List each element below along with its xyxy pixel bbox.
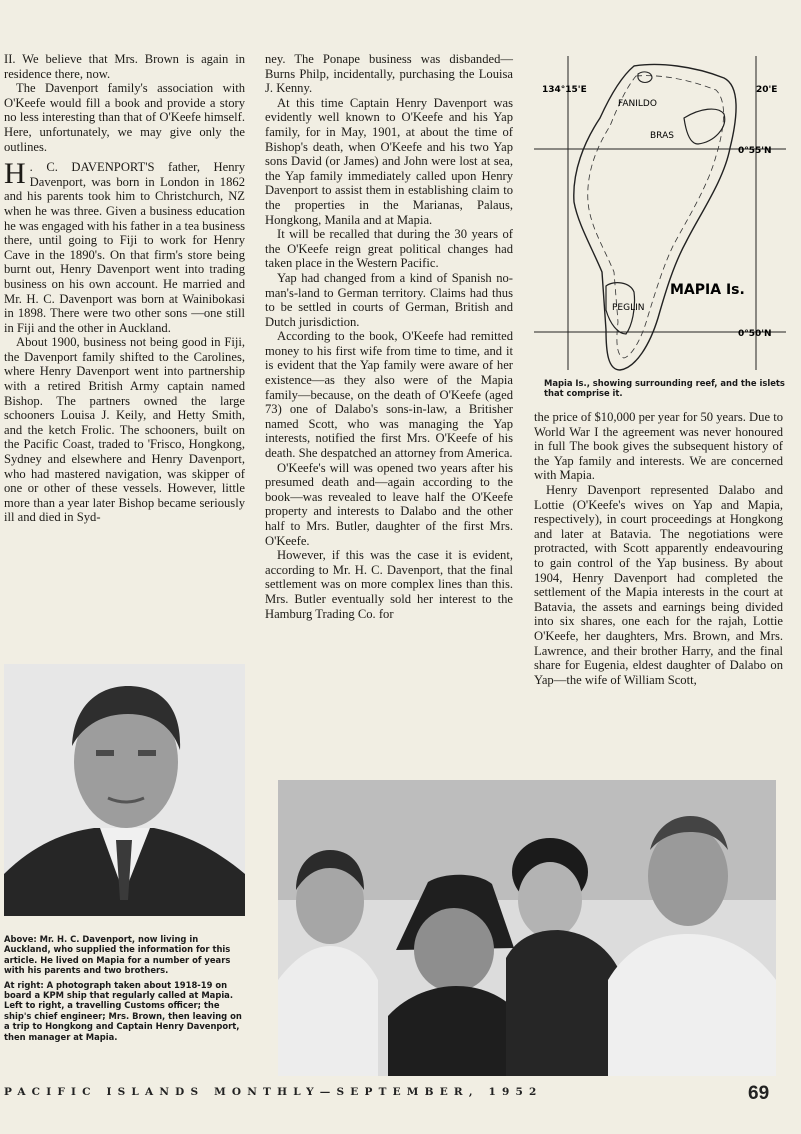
photo-captions (4, 934, 245, 1046)
paragraph: II. We believe that Mrs. Brown is again in residence there, now. (4, 52, 245, 81)
map-lon-left-label: 134°15'E (542, 85, 587, 95)
article-column-1 (4, 52, 245, 525)
group-photo-image (278, 780, 776, 1076)
dropcap-letter: H (4, 157, 26, 191)
map-lat-bottom-label: 0°50'N (738, 329, 772, 339)
page-number: 69 (748, 1083, 770, 1104)
paragraph: Henry Davenport represented Dalabo and Lottie (O'Keefe's wives on Yap and Mapia, respectively), in court proceedings at Hongkong and later at Batavia. The negotiations were protracted, with Scott apparently endeavouring to gain control of the Yap business. By about 1904, Henry Davenport had completed the settlement of the Mapia interests in the court at Batavia, the assets and earnings being divided into six shares, one each for the rajah, Lottie O'Keefe, her daughters, Mrs. Brown, and Mrs. Lawrence, and their brother Harry, and the final share for Eugenia, eldest daughter of Dalabo on Yap—the wife of William Scott, (534, 482, 783, 687)
map-title: MAPIA Is. (670, 282, 745, 298)
article-column-2 (265, 52, 513, 621)
paragraph: It will be recalled that during the 30 years of the O'Keefe reign great political changes had taken place in the Western Pacific. (265, 227, 513, 271)
map-islet-bras: BRAS (650, 131, 674, 141)
map-islet-peglin: PEGLIN (612, 303, 645, 313)
map-lat-top-label: 0°55'N (738, 146, 772, 156)
dropcap-paragraph-text: . C. DAVENPORT'S father, Henry Davenport, was born in London in 1862 and his parents took him to Christchurch, NZ when he was three. Given a business education he was engaged with his father in a tea business there, until going to Fiji to work for Henry Cave in the 1890's. On that firm's store being burnt out, Henry Davenport went into trading business on his own account. He married and Mr. H. C. Davenport was born at Wainibokasi in 1898. There were two other sons —one still in Fiji and the other in Auckland. (4, 160, 245, 335)
paragraph: However, if this was the case it is evident, according to Mr. H. C. Davenport, that the final settlement was on more complex lines than this. Mrs. Butler eventually sold her interest to the Hamburg Trading Co. for (265, 548, 513, 621)
map-islet-fanildo: FANILDO (618, 99, 657, 109)
article-column-3 (534, 410, 783, 687)
paragraph: the price of $10,000 per year for 50 years. Due to World War I the agreement was never honoured in full The book gives the subsequent history of the Yap family and interests. We are concerned with Mapia. (534, 410, 783, 483)
group-photo-caption: At right: A photograph taken about 1918-19 on board a KPM ship that regularly called at Mapia. Left to right, a travelling Customs officer; the ship's chief engineer; Mrs. Brown, then leaving on a trip to Hongkong and Captain Henry Davenport, then manager at Mapia. (4, 979, 242, 1042)
map-lon-right-label: 20'E (756, 85, 778, 95)
paragraph: Yap had changed from a kind of Spanish no-man's-land to German territory. Claims had thus to be settled in courts of German, British and Dutch jurisdiction. (265, 270, 513, 329)
paragraph: ney. The Ponape business was disbanded—Burns Philp, incidentally, purchasing the Louisa J. Kenny. (265, 52, 513, 96)
dropcap-paragraph (4, 157, 245, 335)
paragraph: O'Keefe's will was opened two years after his presumed death and—again according to the book—was revealed to leave half the O'Keefe property and interests to Dalabo and the other half to Mrs. Butler, daughter of the first Mrs. O'Keefe. (265, 460, 513, 548)
page-footer: PACIFIC ISLANDS MONTHLY—SEPTEMBER, 1952 (4, 1086, 543, 1098)
mapia-map-drawing (534, 52, 786, 374)
paragraph: According to the book, O'Keefe had remitted money to his first wife from time to time, and it is evident that the Yap family were aware of her existence—as they also were of the Mapia family—because, on the death of O'Keefe (aged 73) one of Dalabo's sons-in-law, a Britisher named Scott, who was managing the Yap interests, notified the first Mrs. O'Keefe of his death. She despatched an attorney from America. (265, 329, 513, 461)
paragraph: The Davenport family's association with O'Keefe would fill a book and provide a story no less interesting than that of O'Keefe himself. Here, unfortunately, we may give only the outlines. (4, 81, 245, 154)
portrait-photo (4, 664, 245, 916)
group-photo (278, 780, 776, 1076)
paragraph: About 1900, business not being good in Fiji, the Davenport family shifted to the Carolines, where Henry Davenport went into partnership with a retired British Army captain named Bishop. The partners owned the large schooners Louisa J. Keily, and Hetty Smith, and the ketch Frolic. The schooners, built on the Pacific Coast, traded to 'Frisco, Hongkong, Sydney and elsewhere and Henry Davenport, who had mastered navigation, was skipper of one or other of these vessels. However, little more than a year later Bishop became seriously ill and died in Syd- (4, 335, 245, 525)
map-caption: Mapia Is., showing surrounding reef, and the islets that comprise it. (544, 378, 785, 399)
portrait-caption: Above: Mr. H. C. Davenport, now living in Auckland, who supplied the information for this article. He lived on Mapia for a number of years with his parents and two brothers. (4, 934, 231, 976)
mapia-map (534, 52, 786, 374)
portrait-photo-image (4, 664, 245, 916)
paragraph: At this time Captain Henry Davenport was evidently well known to O'Keefe and his Yap family, for in May, 1901, at about the time of Bishop's death, when O'Keefe and his two Yap sons David (or James) and John were lost at sea, the Yap family immediately called upon Henry Davenport to assist them in establishing claim to the properties in the Marianas, Palaus, Hongkong, Manila and at Mapia. (265, 95, 513, 227)
